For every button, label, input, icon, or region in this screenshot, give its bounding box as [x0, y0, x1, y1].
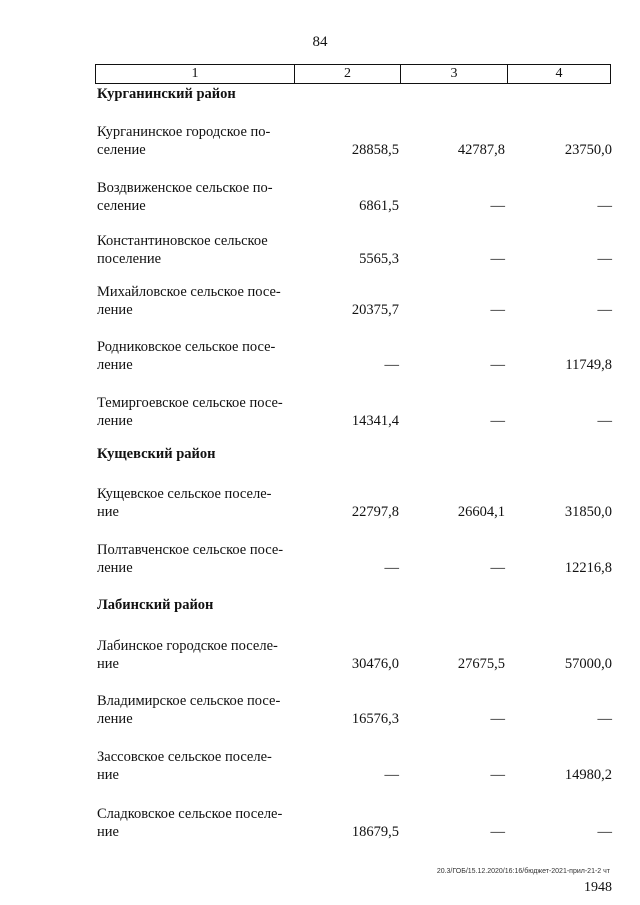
page-number: 84	[312, 34, 328, 50]
value-col-4: —	[597, 198, 612, 214]
table-row	[0, 692, 640, 732]
settlement-name: Темиргоевское сельское посе- ление	[97, 395, 283, 429]
value-col-3: —	[490, 198, 505, 214]
table-row	[0, 805, 640, 845]
header-col-1: 1	[96, 65, 295, 83]
value-col-3: 42787,8	[457, 142, 505, 158]
value-col-3: —	[490, 824, 505, 840]
value-col-2: 16576,3	[351, 711, 399, 727]
value-col-2: 20375,7	[351, 302, 399, 318]
district-heading: Кущевский район	[97, 446, 216, 462]
header-col-4: 4	[555, 66, 563, 81]
district-heading: Лабинский район	[97, 597, 214, 613]
value-col-3: —	[490, 357, 505, 373]
settlement-name: Сладковское сельское поселе- ние	[97, 806, 283, 840]
value-col-2: 30476,0	[351, 656, 399, 672]
table-header	[95, 64, 611, 84]
value-col-2: —	[384, 357, 399, 373]
value-col-3: —	[490, 711, 505, 727]
value-col-4: 11749,8	[565, 357, 612, 373]
value-col-4: 57000,0	[564, 656, 612, 672]
table-row	[0, 283, 640, 323]
value-col-4: 23750,0	[564, 142, 612, 158]
table-row	[0, 338, 640, 378]
value-col-4: —	[597, 711, 612, 727]
value-col-2: 6861,5	[359, 198, 399, 214]
district-heading: Курганинский район	[97, 86, 236, 102]
value-col-3: —	[490, 251, 505, 267]
settlement-name: Курганинское городское по- селение	[97, 124, 271, 158]
value-col-2: —	[384, 560, 399, 576]
value-col-4: —	[597, 413, 612, 429]
table-row	[0, 232, 640, 272]
value-col-4: —	[597, 824, 612, 840]
settlement-name: Владимирское сельское посе- ление	[97, 693, 281, 727]
value-col-3: —	[490, 302, 505, 318]
value-col-3: —	[490, 413, 505, 429]
value-col-2: 28858,5	[351, 142, 399, 158]
document-code: 20.3/ГОБ/15.12.2020/16:16/бюджет-2021-прил-21-2 чт	[436, 868, 610, 875]
settlement-name: Родниковское сельское посе- ление	[97, 339, 276, 373]
settlement-name: Лабинское городское поселе- ние	[97, 638, 278, 672]
value-col-2: 22797,8	[351, 504, 399, 520]
table-row	[0, 394, 640, 434]
settlement-name: Воздвиженское сельское по- селение	[97, 180, 273, 214]
value-col-3: 27675,5	[457, 656, 505, 672]
value-col-2: 5565,3	[359, 251, 399, 267]
table-row	[0, 637, 640, 677]
value-col-3: —	[490, 767, 505, 783]
value-col-4: —	[597, 251, 612, 267]
value-col-2: 18679,5	[351, 824, 399, 840]
header-col-3: 3	[401, 65, 508, 83]
value-col-3: —	[490, 560, 505, 576]
table-row	[0, 748, 640, 788]
settlement-name: Кущевское сельское поселе- ние	[97, 486, 272, 520]
settlement-name: Константиновское сельское поселение	[97, 233, 268, 267]
value-col-3: 26604,1	[457, 504, 505, 520]
value-col-4: 31850,0	[564, 504, 612, 520]
header-col-2: 2	[295, 65, 401, 83]
table-row	[0, 485, 640, 525]
table-row	[0, 541, 640, 581]
table-row	[0, 123, 640, 163]
settlement-name: Полтавченское сельское посе- ление	[97, 542, 284, 576]
value-col-2: 14341,4	[351, 413, 399, 429]
value-col-4: —	[597, 302, 612, 318]
footer-page-number: 1948	[584, 880, 612, 895]
settlement-name: Михайловское сельское посе- ление	[97, 284, 281, 318]
value-col-4: 14980,2	[564, 767, 612, 783]
table-row	[0, 179, 640, 219]
value-col-4: 12216,8	[564, 560, 612, 576]
value-col-2: —	[384, 767, 399, 783]
settlement-name: Зассовское сельское поселе- ние	[97, 749, 272, 783]
